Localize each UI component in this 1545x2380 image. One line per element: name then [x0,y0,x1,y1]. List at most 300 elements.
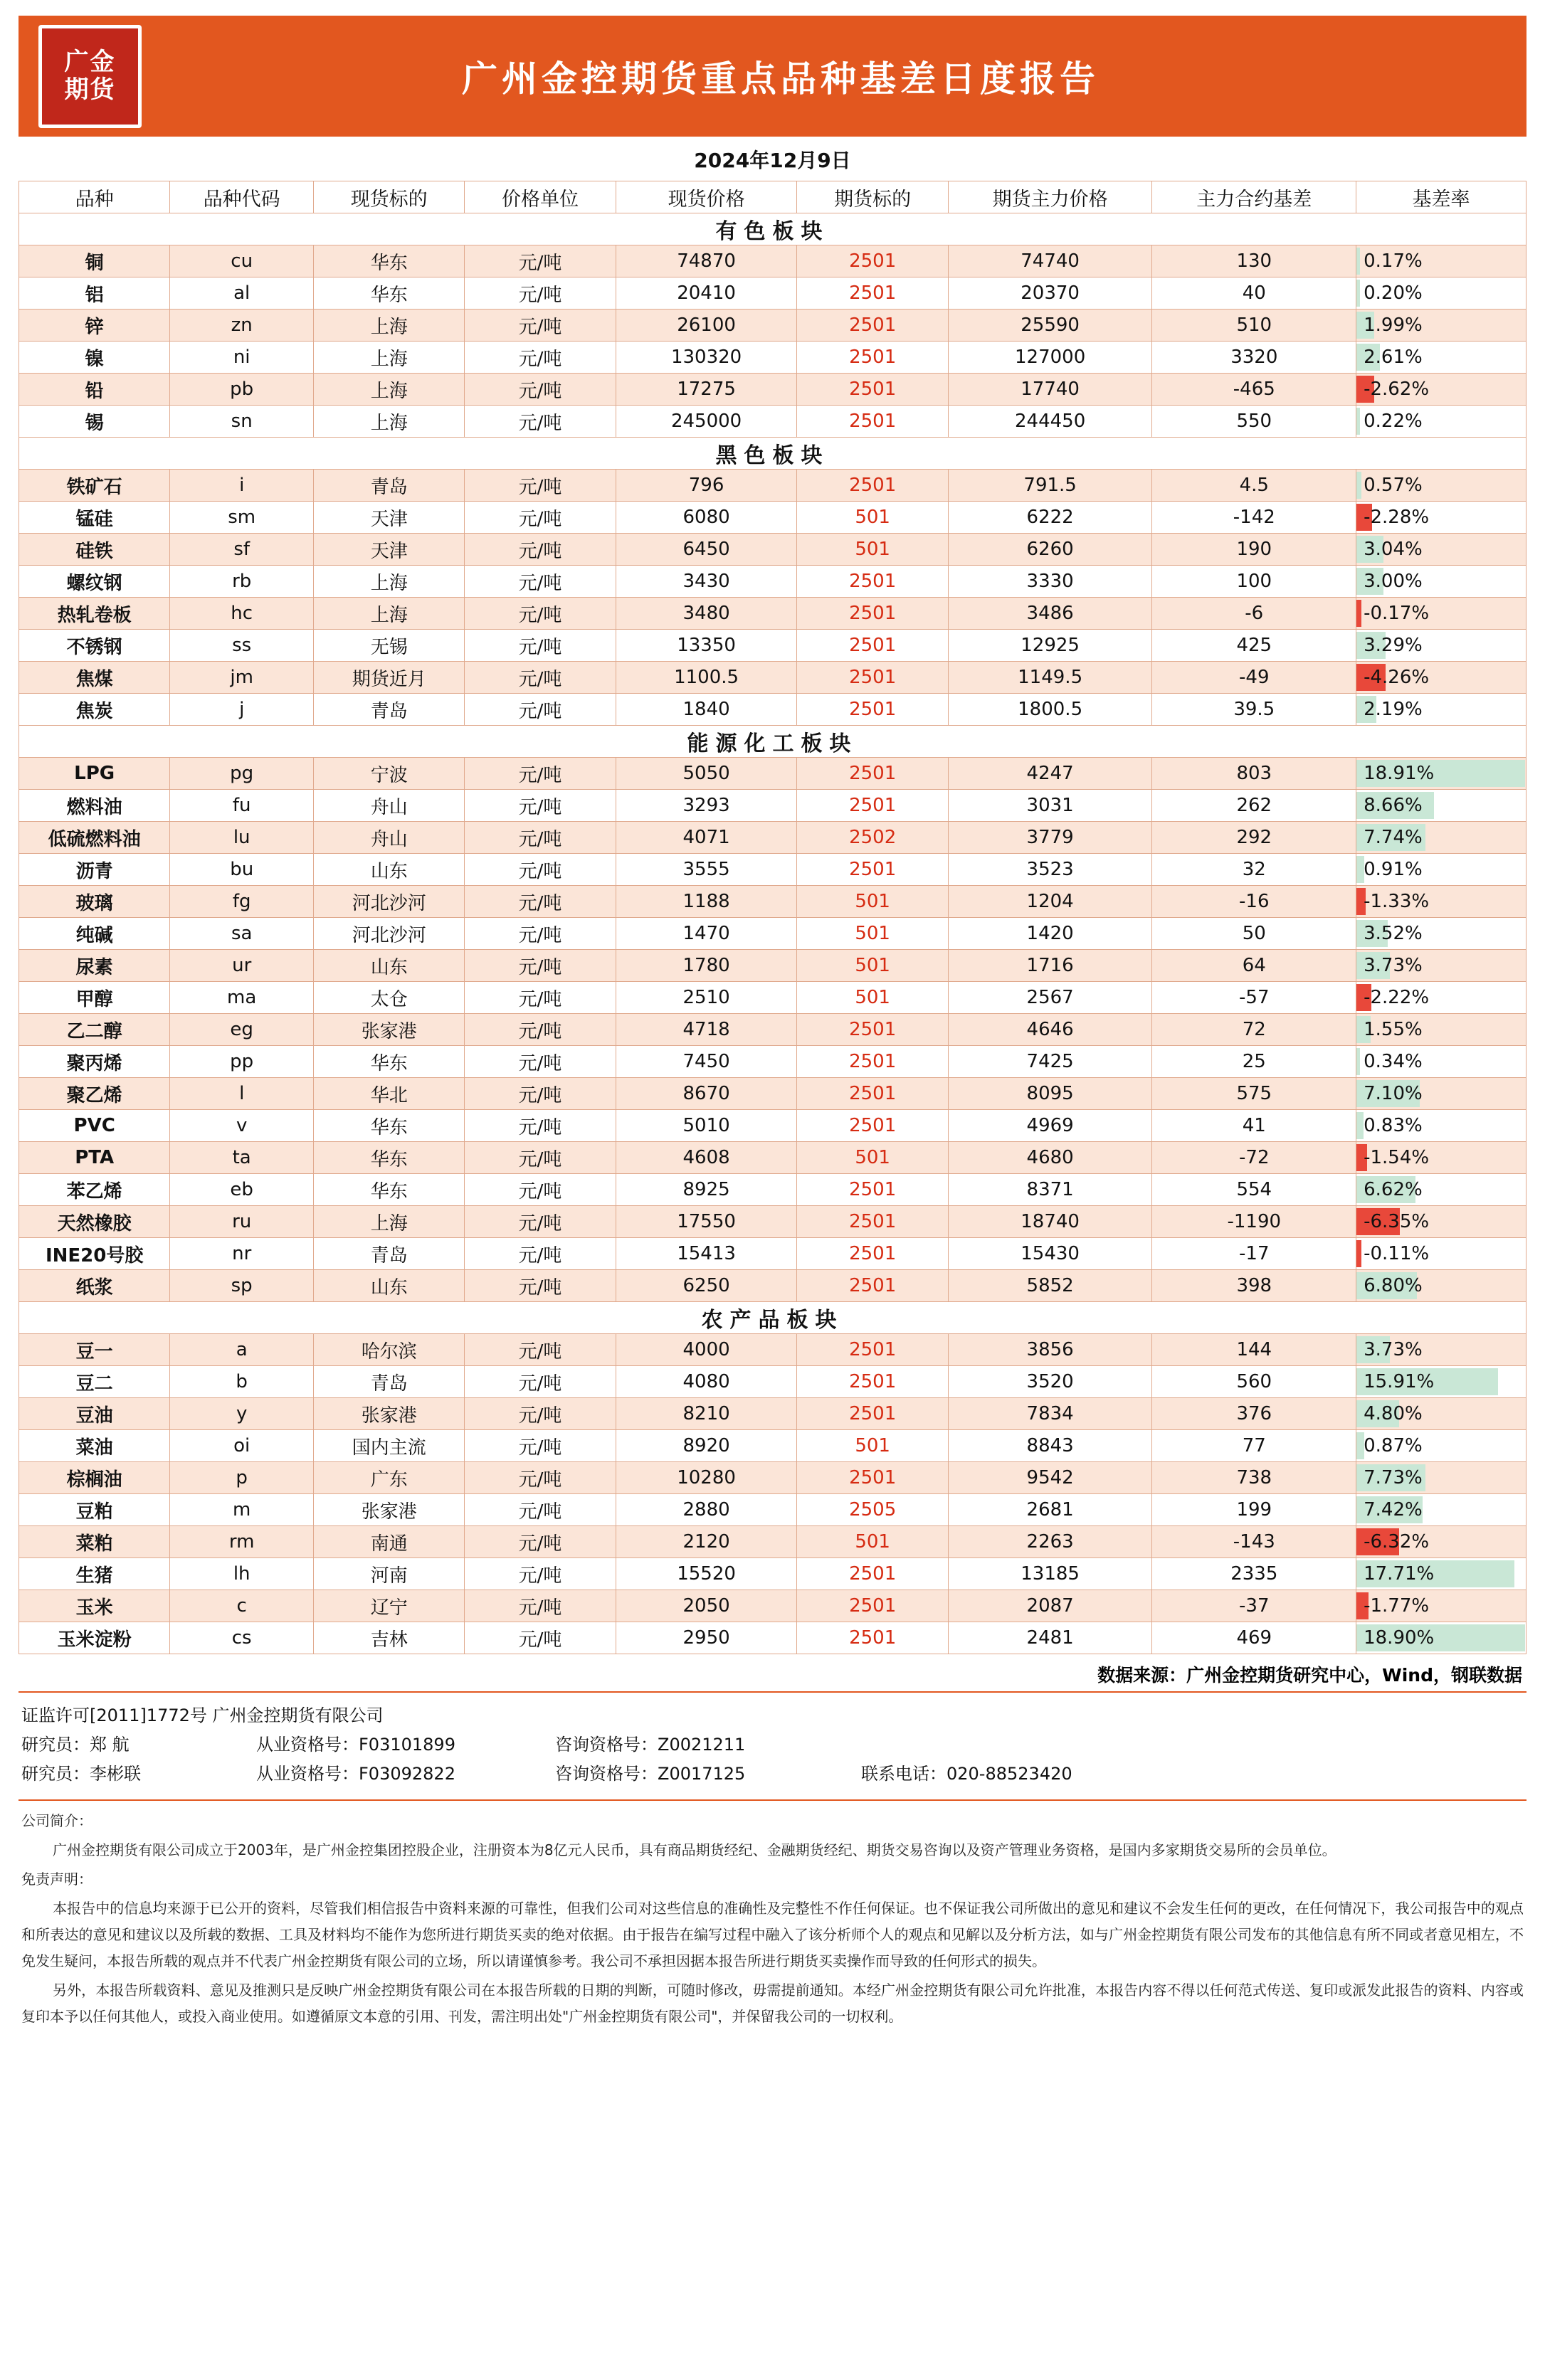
price-unit: 元/吨 [465,758,616,790]
spot-price: 3555 [616,854,797,886]
basis-value: -465 [1152,374,1356,406]
spot-underlying: 河北沙河 [314,918,465,950]
logo-line-2: 期货 [64,75,116,104]
basis-value: 554 [1152,1174,1356,1206]
futures-price: 3031 [948,790,1152,822]
basis-rate: -2.28% [1356,502,1526,534]
company-logo [38,25,142,128]
futures-price: 5852 [948,1270,1152,1302]
spot-underlying: 华东 [314,245,465,277]
basis-value: -143 [1152,1526,1356,1558]
futures-price: 8371 [948,1174,1152,1206]
spot-price: 15413 [616,1238,797,1270]
product-code: ss [170,630,314,662]
product-code: l [170,1078,314,1110]
product-name: 焦煤 [19,662,170,694]
spot-underlying: 上海 [314,342,465,374]
license-text: 证监许可[2011]1772号 广州金控期货有限公司 [21,1705,384,1725]
disclaimer-paragraph-1: 本报告中的信息均来源于已公开的资料，尽管我们相信报告中资料来源的可靠性，但我们公司对这些信息的准确性及完整性不作任何保证。也不保证我公司所做出的意见和建议不会发生任何的更改，在任何情况下，我公司报告中的观点和所表达的意见和建议以及所载的数据、工具及材料均不能作为您所进行期货买卖的绝对依据。由于报告在编写过程中融入了该分析师个人的观点和见解以及分析方法，如与广州金控期货有限公司发布的其他信息有所不同或者意见相左，不免发生疑问，本报告所载的观点并不代表广州金控期货有限公司的立场，所以请谨慎参考。我公司不承担因据本报告所进行期货买卖操作而导致的任何形式的损失。 [21,1900,1524,1970]
company-intro-text: 广州金控期货有限公司成立于2003年，是广州金控集团控股企业，注册资本为8亿元人民币，具有商品期货经纪、金融期货经纪、期货交易咨询以及资产管理业务资格，是国内多家期货交易所的会员单位。 [53,1841,1336,1859]
price-unit: 元/吨 [465,406,616,438]
futures-contract: 2501 [797,374,948,406]
futures-contract: 2501 [797,1078,948,1110]
futures-price: 15430 [948,1238,1152,1270]
table-row [19,886,1526,918]
futures-contract: 501 [797,1526,948,1558]
product-name: 棕榈油 [19,1462,170,1494]
price-unit: 元/吨 [465,277,616,310]
disclaimer-title: 免责声明： [21,1871,93,1888]
futures-contract: 2501 [797,1174,948,1206]
spot-price: 5010 [616,1110,797,1142]
basis-rate: 7.73% [1356,1462,1526,1494]
spot-price: 1188 [616,886,797,918]
spot-underlying: 河南 [314,1558,465,1590]
spot-price: 8920 [616,1430,797,1462]
table-row [19,1270,1526,1302]
basis-value: 550 [1152,406,1356,438]
meta-block [19,1691,1526,1792]
table-row [19,566,1526,598]
table-row [19,694,1526,726]
basis-rate: 0.87% [1356,1430,1526,1462]
futures-contract: 501 [797,918,948,950]
futures-price: 20370 [948,277,1152,310]
product-name: 豆油 [19,1398,170,1430]
basis-rate: 1.99% [1356,310,1526,342]
futures-contract: 2501 [797,758,948,790]
table-row [19,1110,1526,1142]
basis-value: -142 [1152,502,1356,534]
table-row [19,662,1526,694]
spot-underlying: 上海 [314,374,465,406]
spot-price: 5050 [616,758,797,790]
futures-contract: 2501 [797,1206,948,1238]
product-name: 不锈钢 [19,630,170,662]
basis-rate: -0.11% [1356,1238,1526,1270]
table-row [19,1174,1526,1206]
section-title: 农产品板块 [19,1302,1526,1334]
futures-price: 6260 [948,534,1152,566]
spot-underlying: 吉林 [314,1622,465,1654]
product-code: jm [170,662,314,694]
price-unit: 元/吨 [465,1398,616,1430]
futures-price: 1204 [948,886,1152,918]
futures-contract: 501 [797,1142,948,1174]
futures-contract: 2501 [797,1270,948,1302]
product-name: 豆二 [19,1366,170,1398]
table-row [19,1142,1526,1174]
spot-price: 4000 [616,1334,797,1366]
spot-price: 8670 [616,1078,797,1110]
futures-contract: 2501 [797,694,948,726]
product-name: 焦炭 [19,694,170,726]
futures-price: 4969 [948,1110,1152,1142]
product-name: 甲醇 [19,982,170,1014]
analyst-2-qualification: 从业资格号：F03092822 [256,1763,455,1784]
product-name: 螺纹钢 [19,566,170,598]
basis-rate: 3.52% [1356,918,1526,950]
analyst-1-consult: 咨询资格号：Z0021211 [555,1734,746,1755]
basis-rate: 0.22% [1356,406,1526,438]
futures-contract: 2501 [797,566,948,598]
spot-underlying: 华东 [314,1142,465,1174]
basis-rate: -6.35% [1356,1206,1526,1238]
product-name: 锡 [19,406,170,438]
basis-rate: 7.74% [1356,822,1526,854]
futures-price: 2681 [948,1494,1152,1526]
report-date: 2024年12月9日 [694,149,851,172]
basis-value: 376 [1152,1398,1356,1430]
product-name: 天然橡胶 [19,1206,170,1238]
col-header: 期货标的 [797,181,948,213]
basis-rate: 17.71% [1356,1558,1526,1590]
product-name: 锰硅 [19,502,170,534]
product-code: pb [170,374,314,406]
price-unit: 元/吨 [465,1078,616,1110]
spot-price: 2950 [616,1622,797,1654]
table-row [19,1238,1526,1270]
futures-price: 2567 [948,982,1152,1014]
product-name: PVC [19,1110,170,1142]
futures-contract: 2502 [797,822,948,854]
futures-price: 9542 [948,1462,1152,1494]
table-row [19,1430,1526,1462]
futures-price: 12925 [948,630,1152,662]
product-code: ur [170,950,314,982]
price-unit: 元/吨 [465,1174,616,1206]
basis-value: -37 [1152,1590,1356,1622]
spot-price: 4608 [616,1142,797,1174]
futures-contract: 501 [797,950,948,982]
futures-price: 17740 [948,374,1152,406]
price-unit: 元/吨 [465,598,616,630]
basis-rate: 0.91% [1356,854,1526,886]
spot-price: 796 [616,470,797,502]
spot-price: 2050 [616,1590,797,1622]
price-unit: 元/吨 [465,662,616,694]
futures-price: 18740 [948,1206,1152,1238]
basis-rate: 3.73% [1356,950,1526,982]
analyst-2-name: 研究员：李彬联 [21,1763,141,1784]
price-unit: 元/吨 [465,470,616,502]
table-row [19,1206,1526,1238]
col-header: 基差率 [1356,181,1526,213]
spot-price: 20410 [616,277,797,310]
spot-price: 2120 [616,1526,797,1558]
basis-rate: -2.62% [1356,374,1526,406]
product-name: 铅 [19,374,170,406]
section-header-row [19,726,1526,758]
table-row [19,245,1526,277]
basis-rate: -1.33% [1356,886,1526,918]
futures-price: 1716 [948,950,1152,982]
spot-underlying: 天津 [314,502,465,534]
product-name: 低硫燃料油 [19,822,170,854]
table-row [19,406,1526,438]
spot-underlying: 上海 [314,1206,465,1238]
table-row [19,1526,1526,1558]
basis-rate: 8.66% [1356,790,1526,822]
product-code: v [170,1110,314,1142]
table-row [19,310,1526,342]
spot-underlying: 上海 [314,598,465,630]
data-source: 数据来源：广州金控期货研究中心，Wind，钢联数据 [1097,1665,1522,1686]
basis-value: -6 [1152,598,1356,630]
futures-contract: 501 [797,1430,948,1462]
futures-contract: 501 [797,502,948,534]
product-code: sn [170,406,314,438]
futures-price: 3779 [948,822,1152,854]
product-code: j [170,694,314,726]
futures-contract: 2501 [797,1462,948,1494]
analyst-1-name: 研究员：郑 航 [21,1734,130,1755]
spot-underlying: 华北 [314,1078,465,1110]
table-row [19,1462,1526,1494]
futures-contract: 2501 [797,406,948,438]
company-intro-title: 公司简介： [21,1812,93,1830]
price-unit: 元/吨 [465,1206,616,1238]
basis-value: 4.5 [1152,470,1356,502]
product-code: a [170,1334,314,1366]
contact-phone: 联系电话：020-88523420 [861,1763,1072,1784]
basis-value: 292 [1152,822,1356,854]
table-row [19,598,1526,630]
spot-underlying: 舟山 [314,822,465,854]
table-row [19,1558,1526,1590]
report-header [19,16,1526,137]
section-header-row [19,213,1526,245]
price-unit: 元/吨 [465,886,616,918]
basis-value: 575 [1152,1078,1356,1110]
spot-underlying: 青岛 [314,470,465,502]
product-code: fg [170,886,314,918]
product-name: 玻璃 [19,886,170,918]
product-code: c [170,1590,314,1622]
futures-price: 791.5 [948,470,1152,502]
col-header: 期货主力价格 [948,181,1152,213]
futures-contract: 2501 [797,277,948,310]
basis-value: -17 [1152,1238,1356,1270]
table-row [19,1398,1526,1430]
spot-underlying: 宁波 [314,758,465,790]
table-row [19,1366,1526,1398]
price-unit: 元/吨 [465,1366,616,1398]
futures-price: 1420 [948,918,1152,950]
product-code: m [170,1494,314,1526]
futures-price: 7834 [948,1398,1152,1430]
table-row [19,534,1526,566]
basis-rate: 3.00% [1356,566,1526,598]
table-row [19,854,1526,886]
section-header-row [19,438,1526,470]
spot-price: 6250 [616,1270,797,1302]
product-code: eg [170,1014,314,1046]
product-code: ma [170,982,314,1014]
futures-price: 127000 [948,342,1152,374]
futures-price: 74740 [948,245,1152,277]
price-unit: 元/吨 [465,1430,616,1462]
price-unit: 元/吨 [465,822,616,854]
price-unit: 元/吨 [465,502,616,534]
basis-value: 77 [1152,1430,1356,1462]
spot-price: 1100.5 [616,662,797,694]
table-row [19,950,1526,982]
col-header: 品种代码 [170,181,314,213]
basis-rate: 3.73% [1356,1334,1526,1366]
spot-underlying: 国内主流 [314,1430,465,1462]
product-code: ru [170,1206,314,1238]
futures-price: 4646 [948,1014,1152,1046]
product-code: rm [170,1526,314,1558]
futures-contract: 2501 [797,598,948,630]
price-unit: 元/吨 [465,245,616,277]
futures-contract: 2501 [797,1110,948,1142]
futures-contract: 2501 [797,630,948,662]
price-unit: 元/吨 [465,1046,616,1078]
table-row [19,918,1526,950]
futures-contract: 2501 [797,1014,948,1046]
basis-value: -16 [1152,886,1356,918]
product-name: 菜粕 [19,1526,170,1558]
table-body [19,213,1526,1654]
basis-rate: -6.32% [1356,1526,1526,1558]
futures-contract: 2501 [797,245,948,277]
product-name: 玉米 [19,1590,170,1622]
spot-underlying: 华东 [314,1174,465,1206]
futures-price: 7425 [948,1046,1152,1078]
table-row [19,342,1526,374]
spot-underlying: 张家港 [314,1398,465,1430]
price-unit: 元/吨 [465,1462,616,1494]
basis-rate: 3.29% [1356,630,1526,662]
spot-price: 130320 [616,342,797,374]
product-code: zn [170,310,314,342]
basis-value: 40 [1152,277,1356,310]
spot-underlying: 青岛 [314,1366,465,1398]
price-unit: 元/吨 [465,1270,616,1302]
basis-rate: 3.04% [1356,534,1526,566]
spot-price: 15520 [616,1558,797,1590]
spot-underlying: 山东 [314,1270,465,1302]
analyst-1-qualification: 从业资格号：F03101899 [256,1734,455,1755]
spot-underlying: 期货近月 [314,662,465,694]
spot-price: 13350 [616,630,797,662]
col-header: 现货价格 [616,181,797,213]
futures-price: 3486 [948,598,1152,630]
spot-underlying: 河北沙河 [314,886,465,918]
basis-value: 64 [1152,950,1356,982]
price-unit: 元/吨 [465,1558,616,1590]
price-unit: 元/吨 [465,1526,616,1558]
basis-value: 32 [1152,854,1356,886]
product-code: oi [170,1430,314,1462]
futures-price: 8843 [948,1430,1152,1462]
price-unit: 元/吨 [465,310,616,342]
spot-price: 1470 [616,918,797,950]
page-title: 广州金控期货重点品种基差日度报告 [462,58,1100,100]
table-row [19,374,1526,406]
basis-rate: -4.26% [1356,662,1526,694]
spot-price: 6450 [616,534,797,566]
product-code: sa [170,918,314,950]
price-unit: 元/吨 [465,1590,616,1622]
product-code: sm [170,502,314,534]
product-name: 锌 [19,310,170,342]
spot-underlying: 太仓 [314,982,465,1014]
spot-price: 4080 [616,1366,797,1398]
product-name: 聚丙烯 [19,1046,170,1078]
table-row [19,630,1526,662]
product-name: 菜油 [19,1430,170,1462]
basis-rate: 0.20% [1356,277,1526,310]
col-header: 现货标的 [314,181,465,213]
basis-value: 100 [1152,566,1356,598]
product-name: 纯碱 [19,918,170,950]
price-unit: 元/吨 [465,342,616,374]
price-unit: 元/吨 [465,1334,616,1366]
price-unit: 元/吨 [465,854,616,886]
product-name: 生猪 [19,1558,170,1590]
spot-price: 3293 [616,790,797,822]
product-code: nr [170,1238,314,1270]
product-code: i [170,470,314,502]
price-unit: 元/吨 [465,630,616,662]
price-unit: 元/吨 [465,1110,616,1142]
table-row [19,277,1526,310]
price-unit: 元/吨 [465,950,616,982]
product-name: 燃料油 [19,790,170,822]
spot-underlying: 山东 [314,854,465,886]
basis-value: 560 [1152,1366,1356,1398]
spot-underlying: 华东 [314,1110,465,1142]
analyst-2-consult: 咨询资格号：Z0017125 [555,1763,746,1784]
spot-price: 26100 [616,310,797,342]
futures-contract: 2501 [797,1334,948,1366]
section-title: 能源化工板块 [19,726,1526,758]
basis-rate: 18.90% [1356,1622,1526,1654]
spot-underlying: 广东 [314,1462,465,1494]
futures-contract: 2501 [797,1590,948,1622]
product-name: 聚乙烯 [19,1078,170,1110]
futures-contract: 2501 [797,790,948,822]
spot-price: 2880 [616,1494,797,1526]
spot-underlying: 华东 [314,1046,465,1078]
product-code: rb [170,566,314,598]
product-code: pp [170,1046,314,1078]
product-name: 乙二醇 [19,1014,170,1046]
basis-value: 398 [1152,1270,1356,1302]
basis-value: 41 [1152,1110,1356,1142]
spot-underlying: 辽宁 [314,1590,465,1622]
spot-underlying: 上海 [314,406,465,438]
logo-line-1: 广金 [64,47,116,76]
product-code: bu [170,854,314,886]
price-unit: 元/吨 [465,1622,616,1654]
basis-rate: 7.42% [1356,1494,1526,1526]
section-header-row [19,1302,1526,1334]
disclaimer-paragraph-2: 另外，本报告所载资料、意见及推测只是反映广州金控期货有限公司在本报告所载的日期的判断，可随时修改，毋需提前通知。本经广州金控期货有限公司允许批准，本报告内容不得以任何范式传送、复印或派发此报告的资料、内容或复印本予以任何其他人，或投入商业使用。如遵循原文本意的引用、刊发，需注明出处"广州金控期货有限公司"，并保留我公司的一切权利。 [21,1982,1524,2026]
spot-underlying: 上海 [314,310,465,342]
basis-value: 72 [1152,1014,1356,1046]
futures-price: 3523 [948,854,1152,886]
product-name: 铜 [19,245,170,277]
product-name: 沥青 [19,854,170,886]
spot-price: 74870 [616,245,797,277]
product-name: 纸浆 [19,1270,170,1302]
spot-underlying: 华东 [314,277,465,310]
futures-price: 244450 [948,406,1152,438]
